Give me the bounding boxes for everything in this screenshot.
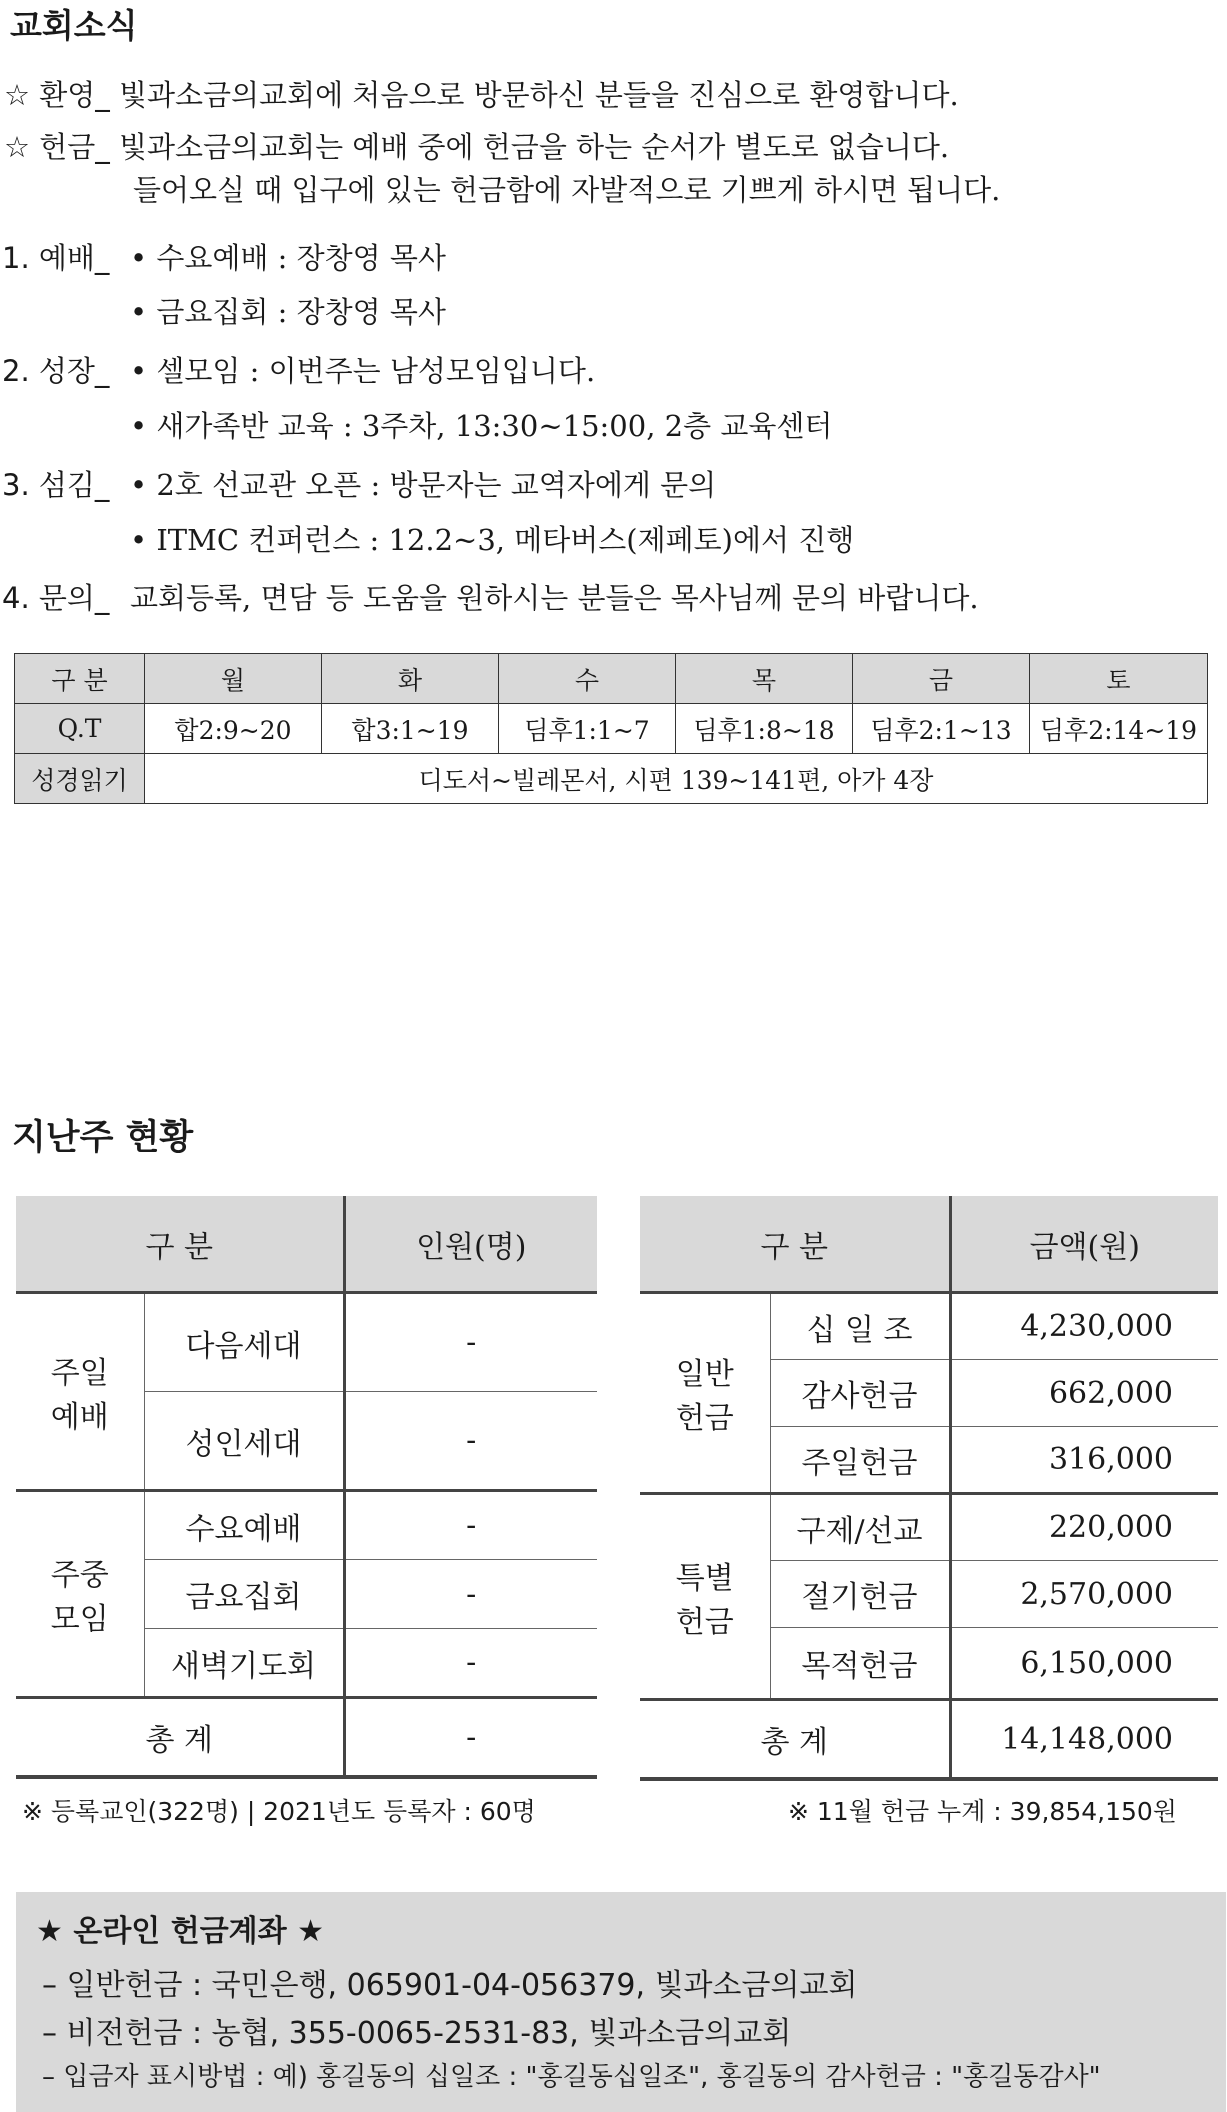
item-line-growth-1: • 셀모임 : 이번주는 남성모임입니다. [130,354,596,388]
item-label-worship: 1. 예배_ [2,241,110,275]
offering-table [640,1196,1218,1781]
attendance-row-value: - [344,1392,597,1491]
offering-group-special: 특별 헌금 [640,1494,770,1700]
item-line-growth-2: • 새가족반 교육 : 3주차, 13:30~15:00, 2층 교육센터 [130,409,833,443]
attendance-group-weekday: 주중 모임 [16,1491,144,1698]
account-title: ★ 온라인 헌금계좌 ★ [36,1914,324,1949]
offering-notice [4,125,949,166]
offering-text-1: 빛과소금의교회는 예배 중에 헌금을 하는 순서가 별도로 없습니다. [118,130,950,164]
attendance-note: ※ 등록교인(322명) | 2021년도 등록자 : 60명 [22,1797,536,1826]
item-line-inquiry: 교회등록, 면담 등 도움을 원하시는 분들은 목사님께 문의 바랍니다. [130,581,979,615]
reading-value: 디도서~빌레몬서, 시편 139~141편, 아가 4장 [145,754,1208,804]
schedule-header-cell: 월 [145,654,322,704]
offering-total-label: 총 계 [640,1700,950,1780]
offering-row-value: 662,000 [950,1360,1218,1427]
offering-row-label: 절기헌금 [770,1561,950,1628]
qt-schedule-table [14,653,1208,804]
offering-total-row [640,1700,1218,1780]
offering-row-label: 십 일 조 [770,1293,950,1360]
offering-header-row [640,1196,1218,1293]
offering-total-value: 14,148,000 [950,1700,1218,1780]
item-line-service-2: • ITMC 컨퍼런스 : 12.2~3, 메타버스(제페토)에서 진행 [130,523,855,557]
item-line-service-1: • 2호 선교관 오픈 : 방문자는 교역자에게 문의 [130,468,717,502]
attendance-row [16,1293,597,1392]
qt-cell: 합3:1~19 [322,704,499,754]
schedule-header-cell: 토 [1030,654,1208,704]
schedule-header-cell: 수 [499,654,676,704]
schedule-header-cell: 금 [853,654,1030,704]
offering-row [640,1494,1218,1561]
item-label-inquiry: 4. 문의_ [2,581,110,615]
qt-cell: 딤후2:1~13 [853,704,1030,754]
offering-text-2: 들어오실 때 입구에 있는 헌금함에 자발적으로 기쁘게 하시면 됩니다. [133,173,1001,207]
item-label-service: 3. 섬김_ [2,468,110,502]
schedule-qt-row [15,704,1208,754]
offering-label: ☆ 헌금_ [4,130,110,164]
offering-row-value: 316,000 [950,1427,1218,1494]
attendance-row-value: - [344,1491,597,1560]
account-line-depositor: – 입금자 표시방법 : 예) 홍길동의 십일조 : "홍길동십일조", 홍길동의 감사헌금 : "홍길동감사" [42,2062,1101,2092]
qt-cell: 합2:9~20 [145,704,322,754]
offering-row-value: 2,570,000 [950,1561,1218,1628]
welcome-label: ☆ 환영_ [4,78,110,112]
offering-row-label: 구제/선교 [770,1494,950,1561]
schedule-header-cell: 구 분 [15,654,145,704]
offering-row-label: 주일헌금 [770,1427,950,1494]
qt-cell: 딤후1:8~18 [676,704,853,754]
schedule-header-row [15,654,1208,704]
offering-header-amount: 금액(원) [950,1196,1218,1293]
item-label-growth: 2. 성장_ [2,354,110,388]
attendance-row-value: - [344,1560,597,1629]
attendance-row-value: - [344,1629,597,1698]
offering-row-value: 220,000 [950,1494,1218,1561]
schedule-reading-row [15,754,1208,804]
account-line-vision: – 비전헌금 : 농협, 355-0065-2531-83, 빛과소금의교회 [42,2016,792,2051]
attendance-header-category: 구 분 [16,1196,344,1293]
section-title-last-week: 지난주 현황 [12,1118,194,1158]
item-line-worship-1: • 수요예배 : 장창영 목사 [130,241,446,275]
attendance-row-label: 새벽기도회 [144,1629,344,1698]
qt-label: Q.T [15,704,145,754]
online-account-box [16,1892,1226,2112]
attendance-group-sunday: 주일 예배 [50,1355,109,1435]
account-line-general: – 일반헌금 : 국민은행, 065901-04-056379, 빛과소금의교회 [42,1968,858,2003]
attendance-row-label: 수요예배 [144,1491,344,1560]
section-title-church-news: 교회소식 [10,6,138,45]
offering-group-general: 일반 헌금 [675,1357,734,1436]
attendance-row [16,1491,597,1560]
attendance-total-row [16,1698,597,1778]
offering-row-value: 6,150,000 [950,1628,1218,1700]
schedule-header-cell: 목 [676,654,853,704]
welcome-notice [4,73,959,114]
offering-row-label: 감사헌금 [770,1360,950,1427]
schedule-header-cell: 화 [322,654,499,704]
qt-cell: 딤후2:14~19 [1030,704,1208,754]
offering-row-label: 목적헌금 [770,1628,950,1700]
offering-note: ※ 11월 헌금 누계 : 39,854,150원 [788,1797,1177,1826]
offering-row-value: 4,230,000 [950,1293,1218,1360]
attendance-table [16,1196,597,1779]
attendance-row-label: 다음세대 [144,1293,344,1392]
offering-header-category: 구 분 [640,1196,950,1293]
item-line-worship-2: • 금요집회 : 장창영 목사 [130,295,446,329]
attendance-row-label: 금요집회 [144,1560,344,1629]
attendance-total-value: - [344,1698,597,1778]
attendance-header-row [16,1196,597,1293]
reading-label: 성경읽기 [15,754,145,804]
attendance-row-value: - [344,1293,597,1392]
attendance-header-count: 인원(명) [344,1196,597,1293]
welcome-text: 빛과소금의교회에 처음으로 방문하신 분들을 진심으로 환영합니다. [118,78,959,112]
qt-cell: 딤후1:1~7 [499,704,676,754]
attendance-row-label: 성인세대 [144,1392,344,1491]
attendance-total-label: 총 계 [16,1698,344,1778]
offering-row [640,1293,1218,1360]
